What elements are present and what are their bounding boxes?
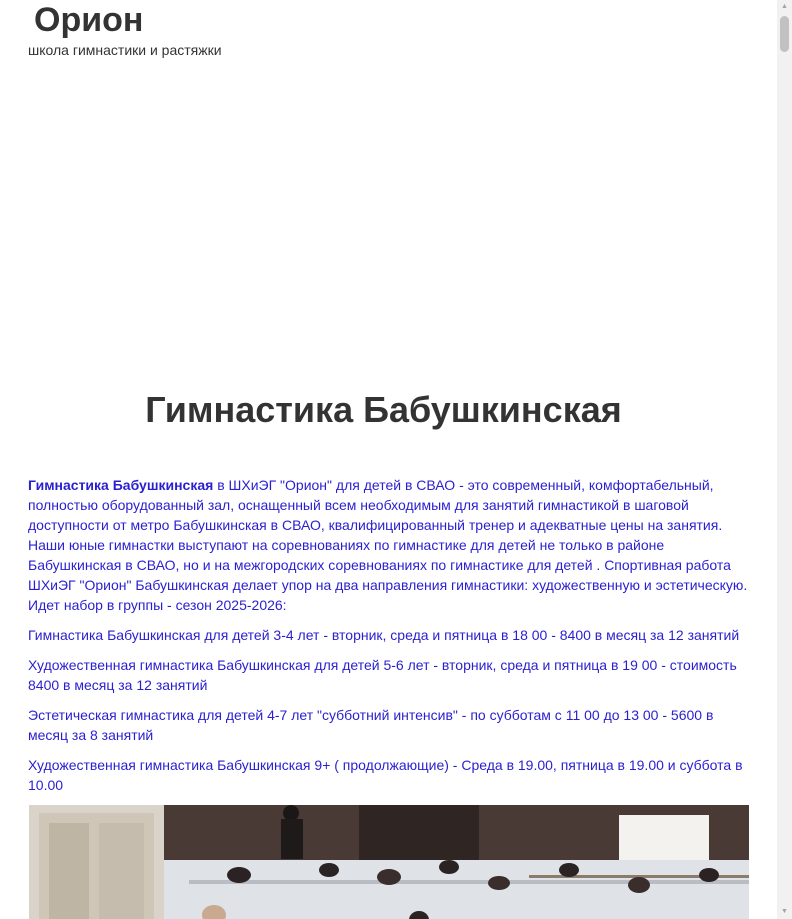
group-schedule-4: Художественная гимнастика Бабушкинская 9+ ( продолжающие) - Среда в 19.00, пятница в 19.00 и суббота в 10.00: [28, 757, 743, 793]
vertical-scrollbar[interactable]: [777, 0, 792, 919]
group-schedule-1: Гимнастика Бабушкинская для детей 3-4 лет - вторник, среда и пятница в 18 00 - 8400 в месяц за 12 занятий: [28, 627, 740, 643]
scroll-up-arrow-icon[interactable]: ▲: [781, 3, 788, 10]
intro-text: в ШХиЭГ "Орион" для детей в СВАО - это современный, комфортабельный, полностью оборудованный зал, оснащенный всем необходимым для занятий гимнастикой в шаговой доступности от метро Бабушкинская в СВАО, квалифицированный тренер и адекватные цены на занятия. Наши юные гимнастки выступают на соревнованиях по гимнастике для детей не только в районе Бабушкинская в СВАО, но и на межгородских соревнованиях по гимнастике для детей . Спортивная работа ШХиЭГ "Орион" Бабушкинская делает упор на два направления гимнастики: художественную и эстетическую. Идет набор в группы - сезон 2025-2026:: [28, 477, 748, 613]
group-schedule-2: Художественная гимнастика Бабушкинская для детей 5-6 лет - вторник, среда и пятница в 19 00 - стоимость 8400 в месяц за 12 занятий: [28, 657, 737, 693]
scroll-thumb[interactable]: [780, 16, 789, 52]
intro-bold-text: Гимнастика Бабушкинская: [28, 477, 214, 493]
intro-paragraph: [28, 475, 750, 615]
gym-photo-illustration: [29, 805, 749, 919]
scroll-down-arrow-icon[interactable]: ▼: [781, 908, 788, 915]
site-title[interactable]: Орион: [34, 1, 144, 39]
content-area: [28, 475, 750, 805]
page-heading: Гимнастика Бабушкинская: [145, 389, 622, 430]
group-schedule-3: Эстетическая гимнастика для детей 4-7 лет "субботний интенсив" - по субботам с 11 00 до 13 00 - 5600 в месяц за 8 занятий: [28, 707, 714, 743]
site-tagline: школа гимнастики и растяжки: [28, 42, 222, 58]
gym-photo: [29, 805, 749, 919]
